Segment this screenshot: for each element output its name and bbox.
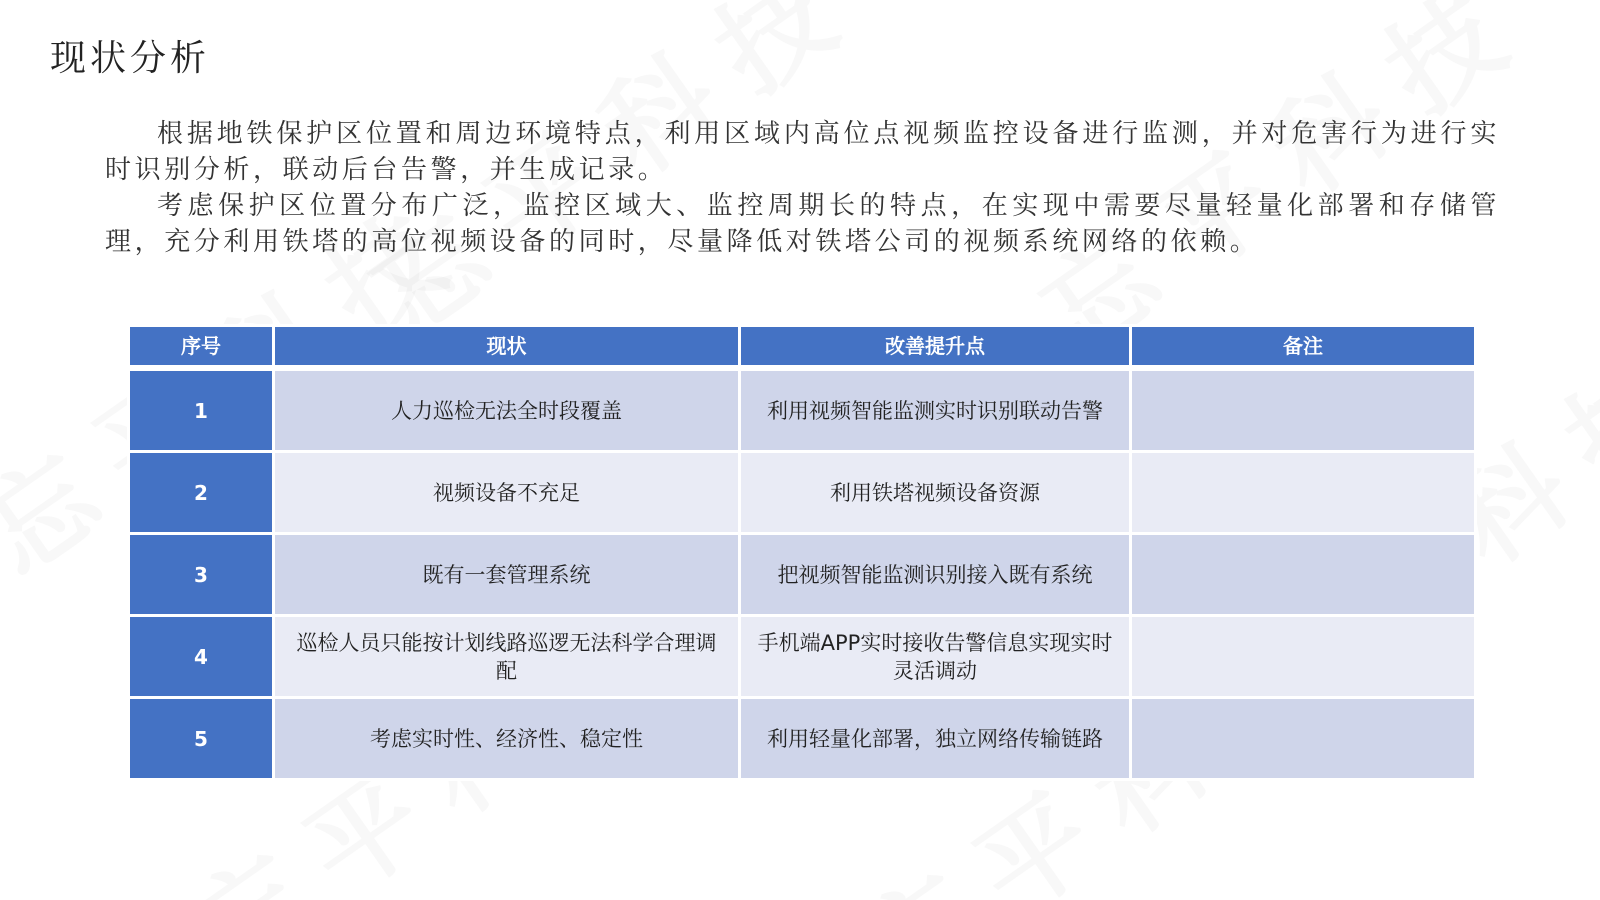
row-number: 2	[129, 452, 274, 534]
status-cell: 视频设备不充足	[274, 452, 740, 534]
improvement-cell: 利用铁塔视频设备资源	[740, 452, 1131, 534]
remark-cell	[1131, 616, 1476, 698]
table-row	[129, 368, 1476, 452]
status-cell: 巡检人员只能按计划线路巡逻无法科学合理调配	[274, 616, 740, 698]
improvement-cell: 手机端APP实时接收告警信息实现实时灵活调动	[740, 616, 1131, 698]
header-remark: 备注	[1131, 326, 1476, 369]
status-cell: 既有一套管理系统	[274, 534, 740, 616]
row-number: 3	[129, 534, 274, 616]
table-row	[129, 616, 1476, 698]
table-row	[129, 698, 1476, 780]
remark-cell	[1131, 452, 1476, 534]
improvement-cell: 利用轻量化部署，独立网络传输链路	[740, 698, 1131, 780]
status-table	[127, 324, 1477, 781]
intro-paragraph: 根据地铁保护区位置和周边环境特点，利用区域内高位点视频监控设备进行监测，并对危害行为进行实时识别分析，联动后台告警，并生成记录。	[105, 119, 1500, 185]
page-title: 现状分析	[50, 38, 211, 79]
row-number: 5	[129, 698, 274, 780]
header-improvement: 改善提升点	[740, 326, 1131, 369]
improvement-cell: 利用视频智能监测实时识别联动告警	[740, 368, 1131, 452]
improvement-cell: 把视频智能监测识别接入既有系统	[740, 534, 1131, 616]
row-number: 1	[129, 368, 274, 452]
remark-cell	[1131, 698, 1476, 780]
status-cell: 人力巡检无法全时段覆盖	[274, 368, 740, 452]
row-number: 4	[129, 616, 274, 698]
status-cell: 考虑实时性、经济性、稳定性	[274, 698, 740, 780]
remark-cell	[1131, 534, 1476, 616]
header-no: 序号	[129, 326, 274, 369]
remark-cell	[1131, 368, 1476, 452]
table-header-row	[129, 326, 1476, 369]
table-row	[129, 534, 1476, 616]
intro-paragraph: 考虑保护区位置分布广泛，监控区域大、监控周期长的特点，在实现中需要尽量轻量化部署和存储管理，充分利用铁塔的高位视频设备的同时，尽量降低对铁塔公司的视频系统网络的依赖。	[105, 191, 1500, 257]
table-row	[129, 452, 1476, 534]
intro-text	[105, 116, 1500, 260]
header-status: 现状	[274, 326, 740, 369]
